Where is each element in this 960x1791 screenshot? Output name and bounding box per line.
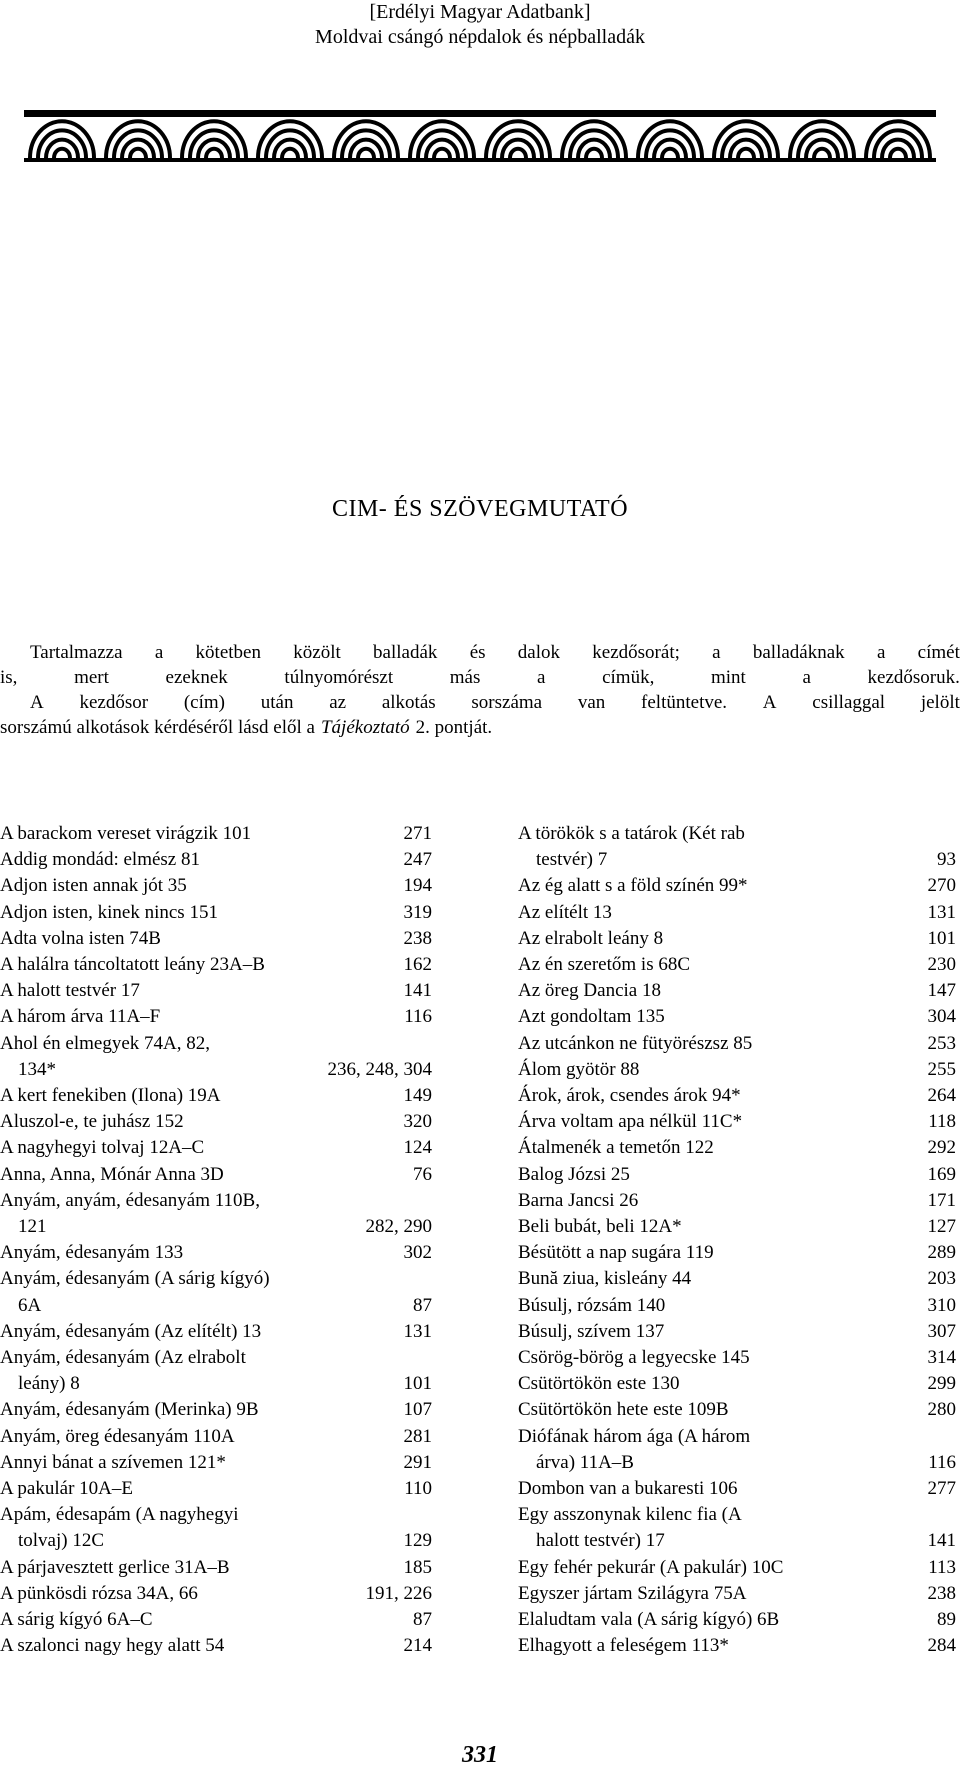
entry-title: Azt gondoltam 135	[518, 1006, 665, 1028]
entry-title: Csörög-börög a legyecske 145	[518, 1347, 750, 1369]
intro-word: A	[762, 692, 777, 713]
entry-page: 238	[403, 927, 432, 949]
entry-page: 87	[413, 1609, 432, 1631]
index-entry	[518, 1555, 956, 1581]
entry-title: Az elítélt 13	[518, 901, 612, 923]
entry-page: 116	[404, 1006, 432, 1028]
index-entry	[0, 1293, 432, 1319]
entry-page	[320, 1266, 432, 1292]
entry-title: Addig mondád: elmész 81	[0, 849, 200, 871]
intro-word: balladáknak	[752, 642, 845, 663]
entry-page	[320, 1345, 432, 1371]
index-entry	[0, 1031, 432, 1057]
entry-title: Balog Józsi 25	[518, 1163, 630, 1185]
index-entry	[518, 1135, 956, 1161]
entry-title: Az utcánkon ne fütyörészsz 85	[518, 1032, 753, 1054]
entry-page: 93	[937, 849, 956, 871]
index-entry	[518, 1502, 956, 1528]
intro-word: a	[537, 667, 546, 688]
index-entry	[518, 1214, 956, 1240]
entry-title: Álom gyötör 88	[518, 1058, 640, 1080]
index-entry	[518, 1476, 956, 1502]
entry-page: 101	[927, 927, 956, 949]
index-entry	[0, 1633, 432, 1659]
entry-title: Egyszer jártam Szilágyra 75A	[518, 1582, 747, 1604]
entry-page: 124	[403, 1137, 432, 1159]
index-entry	[518, 1057, 956, 1083]
intro-word: és	[469, 642, 486, 663]
intro-word: van	[577, 692, 606, 713]
intro-word: csillaggal	[812, 692, 886, 713]
index-entry	[0, 1057, 432, 1083]
index-entry	[0, 1240, 432, 1266]
entry-page: 194	[403, 875, 432, 897]
index-entry	[518, 847, 956, 873]
intro-word: dalok	[517, 642, 561, 663]
entry-title: 121	[18, 1216, 47, 1238]
index-entry	[0, 1004, 432, 1030]
index-entry	[518, 1528, 956, 1554]
index-column-right	[518, 821, 956, 1660]
entry-title: Bună ziua, kisleány 44	[518, 1268, 692, 1290]
entry-page: 141	[927, 1530, 956, 1552]
entry-title: Adta volna isten 74B	[0, 927, 161, 949]
intro-word: Tartalmazza	[30, 642, 123, 663]
entry-page: 116	[928, 1451, 956, 1473]
entry-page: 203	[927, 1268, 956, 1290]
index-entry	[518, 873, 956, 899]
entry-title: Anyám, anyám, édesanyám 110B,	[0, 1189, 260, 1211]
intro-word: az	[329, 692, 347, 713]
entry-page: 255	[927, 1058, 956, 1080]
index-entry	[518, 1319, 956, 1345]
entry-title: leány) 8	[18, 1373, 80, 1395]
entry-page: 304	[927, 1006, 956, 1028]
index-entry	[518, 900, 956, 926]
intro-word: A	[30, 692, 44, 713]
source-label: [Erdélyi Magyar Adatbank]	[369, 1, 591, 23]
index-entry	[0, 821, 432, 847]
intro-word: is,	[0, 667, 18, 688]
entry-title: halott testvér) 17	[536, 1530, 665, 1552]
entry-title: Az öreg Dancia 18	[518, 980, 661, 1002]
entry-page: 89	[937, 1609, 956, 1631]
entry-title: Apám, édesapám (A nagyhegyi	[0, 1504, 239, 1526]
entry-title: Az elrabolt leány 8	[518, 927, 664, 949]
index-entry	[0, 1162, 432, 1188]
entry-page: 185	[403, 1556, 432, 1578]
index-entry	[0, 1266, 432, 1292]
intro-word: mert	[74, 667, 109, 688]
entry-page: 230	[927, 954, 956, 976]
entry-title: Anyám, édesanyám 133	[0, 1242, 184, 1264]
index-entry	[518, 1162, 956, 1188]
page-header	[0, 0, 960, 50]
index-entry	[0, 900, 432, 926]
entry-page: 162	[403, 954, 432, 976]
entry-page: 282, 290	[365, 1216, 432, 1238]
index-entry	[0, 1502, 432, 1528]
index-entry	[0, 1424, 432, 1450]
entry-title: A törökök s a tatárok (Két rab	[518, 823, 745, 844]
intro-line	[0, 715, 960, 740]
index-entry	[0, 1319, 432, 1345]
entry-page: 299	[927, 1373, 956, 1395]
entry-page: 310	[927, 1294, 956, 1316]
intro-word: címük,	[602, 667, 655, 688]
entry-title: Búsulj, szívem 137	[518, 1320, 665, 1342]
entry-title: A párjavesztett gerlice 31A–B	[0, 1556, 230, 1578]
entry-title: Aluszol-e, te juhász 152	[0, 1111, 184, 1133]
index-entry	[518, 821, 956, 847]
index-entry	[518, 1240, 956, 1266]
entry-page: 149	[403, 1085, 432, 1107]
entry-page: 314	[927, 1347, 956, 1369]
entry-title: Anyám, édesanyám (Az elrabolt	[0, 1347, 246, 1369]
entry-title: A nagyhegyi tolvaj 12A–C	[0, 1137, 205, 1159]
entry-page: 118	[928, 1111, 956, 1133]
entry-page: 129	[403, 1530, 432, 1552]
entry-page: 264	[927, 1085, 956, 1107]
entry-title: Anna, Anna, Mónár Anna 3D	[0, 1163, 224, 1185]
index-entry	[0, 1109, 432, 1135]
entry-title: testvér) 7	[536, 849, 608, 871]
entry-page: 320	[403, 1111, 432, 1133]
intro-line	[0, 690, 960, 715]
intro-word: jelölt	[920, 692, 960, 713]
index-entry	[518, 1004, 956, 1030]
entry-title: Átalmenék a temetőn 122	[518, 1137, 714, 1159]
entry-page: 131	[403, 1320, 432, 1342]
entry-page: 214	[403, 1635, 432, 1657]
intro-word: mint	[710, 667, 746, 688]
entry-page	[866, 1424, 956, 1450]
entry-title: Anyám, öreg édesanyám 110A	[0, 1425, 235, 1447]
index-entry	[0, 847, 432, 873]
index-entry	[0, 1397, 432, 1423]
entry-title: árva) 11A–B	[536, 1451, 634, 1473]
intro-text: sorszámú alkotások kérdéséről lásd elől a	[0, 717, 315, 738]
index-entry	[518, 926, 956, 952]
entry-page: 253	[927, 1032, 956, 1054]
entry-page: 302	[403, 1242, 432, 1264]
entry-page: 101	[403, 1373, 432, 1395]
index-entry	[0, 1476, 432, 1502]
entry-page: 147	[927, 980, 956, 1002]
entry-page: 270	[927, 875, 956, 897]
entry-title: 134*	[18, 1058, 56, 1080]
index-entry	[518, 1581, 956, 1607]
entry-title: Az ég alatt s a föld színén 99*	[518, 875, 748, 897]
index-heading: CIM- ÉS SZÖVEGMUTATÓ	[331, 496, 629, 522]
index-entry	[0, 926, 432, 952]
intro-word: után	[260, 692, 294, 713]
entry-page	[320, 1502, 432, 1528]
intro-word: kötetben	[195, 642, 261, 663]
entry-title: Árok, árok, csendes árok 94*	[518, 1085, 741, 1107]
index-entry	[0, 1528, 432, 1554]
index-entry	[518, 1607, 956, 1633]
index-entry	[518, 952, 956, 978]
intro-italic-reference: Tájékoztató	[320, 717, 410, 738]
entry-title: Adjon isten annak jót 35	[0, 875, 187, 897]
entry-title: Anyám, édesanyám (A sárig kígyó)	[0, 1268, 270, 1290]
entry-title: Egy asszonynak kilenc fia (A	[518, 1504, 742, 1526]
entry-title: Elaludtam vala (A sárig kígyó) 6B	[518, 1609, 780, 1631]
index-entry	[0, 1083, 432, 1109]
entry-title: Az én szeretőm is 68C	[518, 954, 691, 976]
entry-title: A szalonci nagy hegy alatt 54	[0, 1635, 225, 1657]
intro-word: alkotás	[381, 692, 436, 713]
page-number: 331	[462, 1742, 498, 1768]
index-entry	[0, 1555, 432, 1581]
index-column-left	[0, 821, 432, 1660]
intro-word: a	[876, 642, 886, 663]
intro-word: kezdősoruk.	[867, 667, 960, 688]
index-entry	[518, 1188, 956, 1214]
index-entry	[0, 1188, 432, 1214]
entry-title: tolvaj) 12C	[18, 1530, 105, 1552]
index-entry	[0, 1135, 432, 1161]
entry-page: 277	[927, 1478, 956, 1500]
entry-page: 76	[413, 1163, 432, 1185]
entry-page: 141	[403, 980, 432, 1002]
entry-title: Csütörtökön hete este 109B	[518, 1399, 729, 1421]
intro-word: a	[712, 642, 721, 663]
book-title: Moldvai csángó népdalok és népballadák	[315, 26, 645, 48]
entry-title: Anyám, édesanyám (Az elítélt) 13	[0, 1320, 262, 1342]
entry-title: Diófának három ága (A három	[518, 1425, 751, 1447]
intro-word: a	[802, 667, 811, 688]
index-entry	[518, 1633, 956, 1659]
index-entry	[0, 1345, 432, 1371]
index-entry	[518, 1266, 956, 1292]
index-entry	[518, 1397, 956, 1423]
entry-title: Annyi bánat a szívemen 121*	[0, 1451, 226, 1473]
intro-word: feltüntetve.	[641, 692, 728, 713]
intro-word: címét	[917, 642, 960, 663]
entry-title: A halálra táncoltatott leány 23A–B	[0, 954, 265, 976]
entry-title: Csütörtökön este 130	[518, 1373, 680, 1395]
intro-word: túlnyomórészt	[284, 667, 394, 688]
entry-title: A pünkösdi rózsa 34A, 66	[0, 1582, 198, 1604]
intro-text: 2. pontját.	[415, 717, 493, 738]
entry-title: Bésütött a nap sugára 119	[518, 1242, 714, 1264]
entry-title: 6A	[18, 1294, 42, 1316]
entry-page	[320, 1188, 432, 1214]
entry-page: 247	[403, 849, 432, 871]
entry-title: Elhagyott a feleségem 113*	[518, 1635, 729, 1657]
entry-page	[320, 1031, 432, 1057]
entry-page: 280	[927, 1399, 956, 1421]
entry-title: Barna Jancsi 26	[518, 1189, 639, 1211]
index-entry	[0, 1371, 432, 1397]
entry-page: 127	[927, 1216, 956, 1238]
entry-page: 107	[403, 1399, 432, 1421]
entry-page: 191, 226	[365, 1582, 432, 1604]
entry-title: A halott testvér 17	[0, 980, 140, 1002]
entry-page: 319	[403, 901, 432, 923]
index-entry	[518, 1424, 956, 1450]
entry-title: Egy fehér pekurár (A pakulár) 10C	[518, 1556, 784, 1578]
entry-title: A sárig kígyó 6A–C	[0, 1609, 153, 1631]
intro-paragraph	[0, 640, 960, 740]
index-entry	[518, 1293, 956, 1319]
entry-page: 281	[403, 1425, 432, 1447]
entry-title: Anyám, édesanyám (Merinka) 9B	[0, 1399, 259, 1421]
entry-page: 113	[928, 1556, 956, 1578]
entry-page	[866, 821, 956, 847]
entry-title: Adjon isten, kinek nincs 151	[0, 901, 218, 923]
entry-page: 171	[927, 1189, 956, 1211]
entry-title: A három árva 11A–F	[0, 1006, 161, 1028]
intro-word: más	[449, 667, 481, 688]
intro-line	[0, 640, 960, 665]
index-entry	[518, 1450, 956, 1476]
entry-page: 292	[927, 1137, 956, 1159]
index-entry	[518, 1371, 956, 1397]
entry-page	[866, 1502, 956, 1528]
index-entry	[0, 978, 432, 1004]
index-entry	[0, 873, 432, 899]
intro-word: közölt	[293, 642, 341, 663]
intro-word: kezdősorát;	[592, 642, 680, 663]
index-entry	[0, 1214, 432, 1240]
entry-page: 289	[927, 1242, 956, 1264]
index-entry	[518, 1031, 956, 1057]
intro-word: a	[154, 642, 164, 663]
entry-page: 169	[927, 1163, 956, 1185]
index-entry	[518, 1109, 956, 1135]
entry-page: 271	[403, 823, 432, 844]
entry-page: 307	[927, 1320, 956, 1342]
intro-word: ezeknek	[165, 667, 228, 688]
entry-title: Árva voltam apa nélkül 11C*	[518, 1111, 743, 1133]
index-entry	[518, 1345, 956, 1371]
index-entry	[0, 1607, 432, 1633]
intro-line	[0, 665, 960, 690]
index-entry	[518, 1083, 956, 1109]
entry-page: 238	[927, 1582, 956, 1604]
entry-title: Dombon van a bukaresti 106	[518, 1478, 738, 1500]
entry-title: A barackom vereset virágzik 101	[0, 823, 252, 844]
entry-page: 284	[927, 1635, 956, 1657]
index-entry	[0, 952, 432, 978]
intro-word: sorszáma	[471, 692, 543, 713]
index-entry	[0, 1581, 432, 1607]
entry-title: Ahol én elmegyek 74A, 82,	[0, 1032, 211, 1054]
entry-title: Beli bubát, beli 12A*	[518, 1216, 682, 1238]
entry-title: Búsulj, rózsám 140	[518, 1294, 666, 1316]
index-entry	[518, 978, 956, 1004]
entry-page: 110	[404, 1478, 432, 1500]
intro-word: kezdősor	[79, 692, 149, 713]
index-entry	[0, 1450, 432, 1476]
entry-page: 87	[413, 1294, 432, 1316]
entry-page: 236, 248, 304	[327, 1058, 432, 1080]
entry-page: 131	[927, 901, 956, 923]
intro-word: (cím)	[183, 692, 225, 713]
wave-ornament-icon	[24, 108, 936, 168]
entry-title: A pakulár 10A–E	[0, 1478, 133, 1500]
entry-page: 291	[403, 1451, 432, 1473]
intro-word: balladák	[373, 642, 438, 663]
entry-title: A kert fenekiben (Ilona) 19A	[0, 1085, 221, 1107]
